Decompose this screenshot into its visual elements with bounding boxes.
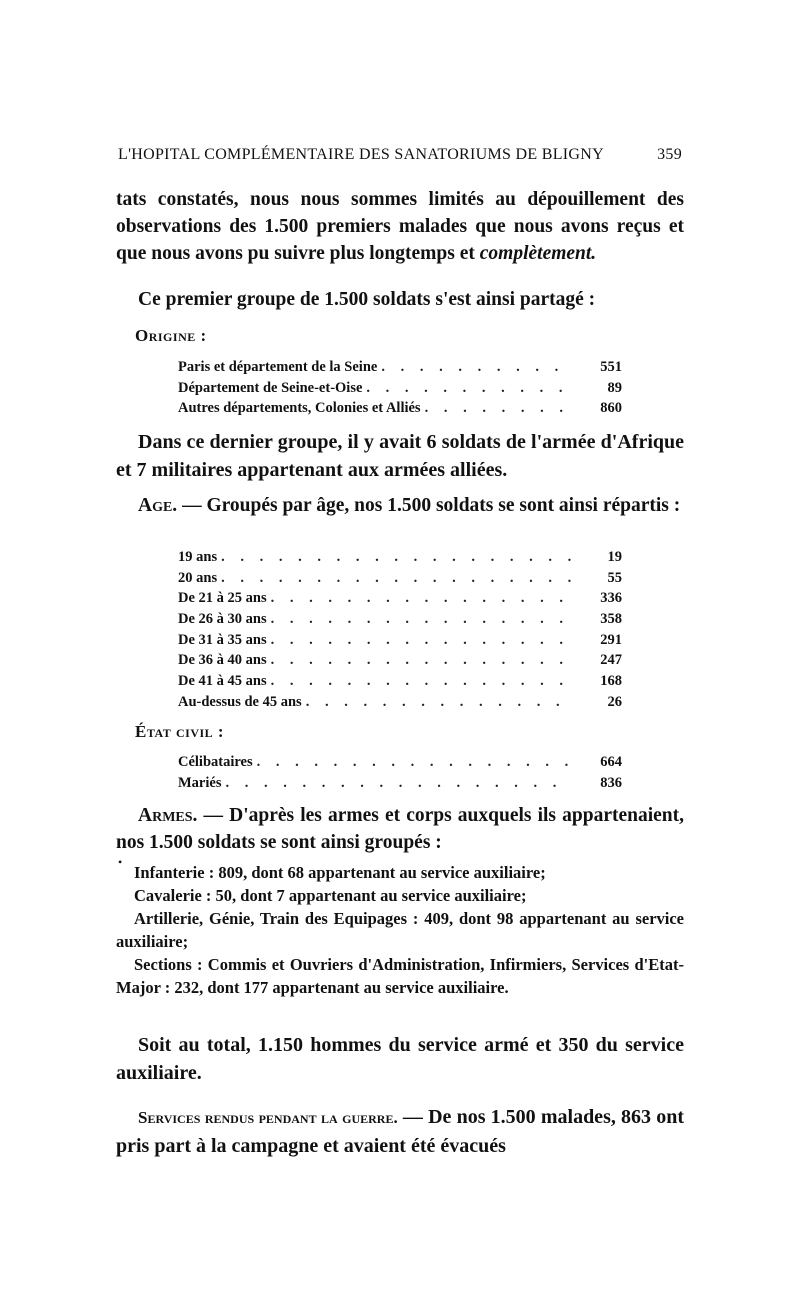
intro-text: tats constatés, nous nous sommes limités au dépouillement des observations des 1.500 premiers malades que nous avons reçus et que nous avons pu suivre plus longtemps et [116, 189, 684, 264]
margin-mark: • [118, 855, 123, 869]
leader-dots [221, 547, 572, 568]
age-paragraph [116, 492, 684, 519]
row-label: De 41 à 45 ans [178, 673, 267, 690]
table-row [178, 568, 622, 589]
leader-dots [271, 650, 572, 671]
leader-dots [271, 671, 572, 692]
list-item: Infanterie : 809, dont 68 appartenant au service auxiliaire; [134, 863, 546, 882]
table-row [178, 357, 622, 378]
armes-text: — D'après les armes et corps auxquels ils appartenaient, nos 1.500 soldats se sont ainsi groupés : [116, 805, 684, 853]
leader-dots [271, 630, 572, 651]
row-value: 247 [600, 652, 622, 669]
row-value: 19 [607, 549, 622, 565]
leader-dots [306, 692, 572, 713]
table-row [178, 650, 622, 671]
total-paragraph: Soit au total, 1.150 hommes du service armé et 350 du service auxiliaire. [116, 1034, 684, 1084]
page-number: 359 [657, 146, 682, 163]
row-label: Autres départements, Colonies et Alliés [178, 400, 421, 417]
services-heading: Services rendus pendant la guerre. [138, 1108, 398, 1127]
leader-dots [366, 378, 572, 399]
leader-dots [221, 568, 572, 589]
table-row [178, 752, 622, 773]
armes-paragraph [116, 802, 684, 856]
list-item: Cavalerie : 50, dont 7 appartenant au service auxiliaire; [134, 886, 527, 905]
row-value: 836 [600, 774, 622, 791]
table-row [178, 630, 622, 651]
etat-civil-table [178, 752, 622, 793]
services-paragraph [116, 1103, 684, 1160]
row-label: De 36 à 40 ans [178, 652, 267, 669]
leader-dots [257, 752, 572, 773]
row-value: 291 [600, 631, 622, 648]
row-value: 860 [600, 400, 622, 417]
list-item: Artillerie, Génie, Train des Equipages : 409, dont 98 appartenant au service auxiliaire; [116, 909, 684, 951]
table-row [178, 588, 622, 609]
armes-list [116, 861, 684, 999]
row-value: 55 [607, 569, 622, 586]
intro-paragraph [116, 186, 684, 267]
row-label: Au-dessus de 45 ans [178, 693, 302, 710]
leader-dots [425, 398, 572, 419]
leader-dots [271, 609, 572, 630]
row-label: Département de Seine-et-Oise [178, 379, 363, 396]
table-row [178, 609, 622, 630]
leader-dots [225, 773, 572, 794]
group-sentence: Ce premier groupe de 1.500 soldats s'est ainsi partagé : [138, 289, 596, 310]
row-label: Mariés [178, 774, 222, 791]
row-value: 551 [600, 359, 622, 375]
row-value: 168 [600, 673, 622, 690]
table-row [178, 547, 622, 568]
age-text: — Groupés par âge, nos 1.500 soldats se sont ainsi répartis : [177, 495, 681, 516]
row-value: 26 [607, 693, 622, 710]
table-row [178, 398, 622, 419]
row-label: Paris et département de la Seine [178, 359, 378, 375]
row-label: De 21 à 25 ans [178, 590, 267, 607]
leader-dots [381, 357, 572, 378]
row-label: Célibataires [178, 754, 253, 770]
row-label: 20 ans [178, 569, 218, 586]
running-title: L'HOPITAL COMPLÉMENTAIRE DES SANATORIUMS DE BLIGNY [118, 146, 604, 163]
origine-table [178, 357, 622, 419]
row-label: De 31 à 35 ans [178, 631, 267, 648]
list-item: Sections : Commis et Ouvriers d'Administration, Infirmiers, Services d'Etat-Major : 232, dont 177 appartenant au service auxiliaire. [116, 955, 684, 997]
table-row [178, 773, 622, 794]
row-value: 336 [600, 590, 622, 607]
intro-emphasis: complètement. [479, 243, 597, 264]
armes-heading: Armes. [138, 805, 198, 826]
origine-heading: Origine : [135, 326, 207, 345]
table-row [178, 692, 622, 713]
table-row [178, 671, 622, 692]
row-label: 19 ans [178, 549, 218, 565]
age-table [178, 547, 622, 713]
leader-dots [271, 588, 572, 609]
row-value: 89 [607, 379, 622, 396]
services-text: — De nos 1.500 malades, 863 ont pris part à la campagne et avaient été évacués [116, 1106, 684, 1157]
etat-civil-heading: État civil : [135, 722, 225, 741]
age-heading: Age. [138, 495, 178, 516]
origine-note: Dans ce dernier groupe, il y avait 6 soldats de l'armée d'Afrique et 7 militaires appartenant aux armées alliées. [116, 431, 684, 481]
row-label: De 26 à 30 ans [178, 611, 267, 628]
table-row [178, 378, 622, 399]
row-value: 358 [600, 611, 622, 628]
row-value: 664 [600, 754, 622, 770]
